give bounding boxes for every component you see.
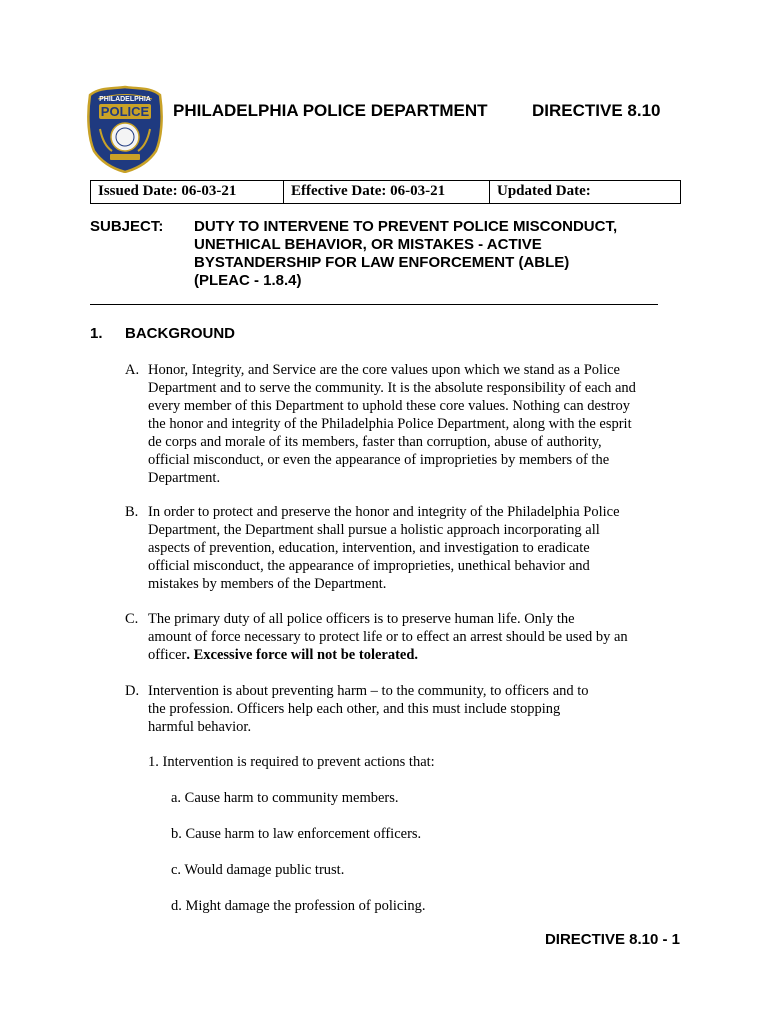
subject-line: BYSTANDERSHIP FOR LAW ENFORCEMENT (ABLE) bbox=[194, 254, 570, 271]
updated-date: Updated Date: bbox=[497, 183, 591, 199]
effective-date: Effective Date: 06-03-21 bbox=[284, 181, 490, 203]
list-item: 1. Intervention is required to prevent actions that: bbox=[148, 754, 435, 770]
paragraph-line: mistakes by members of the Department. bbox=[148, 576, 387, 592]
paragraph-line: harmful behavior. bbox=[148, 719, 252, 735]
paragraph-line: In order to protect and preserve the honor and integrity of the Philadelphia Police bbox=[148, 504, 620, 520]
paragraph-line: The primary duty of all police officers is to preserve human life. Only the bbox=[148, 611, 575, 627]
paragraph-line: Intervention is about preventing harm – to the community, to officers and to bbox=[148, 683, 589, 699]
section-title: BACKGROUND bbox=[125, 325, 235, 342]
svg-text:PHILADELPHIA: PHILADELPHIA bbox=[99, 96, 151, 103]
paragraph-line: official misconduct, the appearance of improprieties, unethical behavior and bbox=[148, 558, 590, 574]
paragraph-line: every member of this Department to uphold these core values. Nothing can destroy bbox=[148, 398, 630, 414]
paragraph-line: aspects of prevention, education, intervention, and investigation to eradicate bbox=[148, 540, 590, 556]
paragraph-line: Department. bbox=[148, 470, 221, 486]
paragraph-line: official misconduct, or even the appearance of improprieties by members of the bbox=[148, 452, 610, 468]
badge-seal bbox=[111, 123, 139, 151]
subject-text bbox=[194, 218, 664, 290]
svg-text:POLICE: POLICE bbox=[100, 104, 150, 119]
list-item: d. Might damage the profession of policing. bbox=[171, 898, 426, 914]
paragraph-label: B. bbox=[125, 504, 139, 520]
subject-line: (PLEAC - 1.8.4) bbox=[194, 272, 302, 289]
paragraph-line: the honor and integrity of the Philadelphia Police Department, along with the esprit bbox=[148, 416, 632, 432]
list-item: c. Would damage public trust. bbox=[171, 862, 345, 878]
paragraph-b bbox=[125, 503, 620, 593]
paragraph-line bbox=[148, 646, 628, 664]
police-badge-logo bbox=[86, 85, 164, 173]
paragraph-label: C. bbox=[125, 611, 139, 627]
paragraph-line: the profession. Officers help each other, and this must include stopping bbox=[148, 701, 561, 717]
paragraph-label: D. bbox=[125, 683, 140, 699]
issued-date: Issued Date: 06-03-21 bbox=[91, 181, 284, 203]
page-footer: DIRECTIVE 8.10 - 1 bbox=[544, 931, 680, 948]
divider-rule bbox=[90, 304, 658, 305]
department-title: PHILADELPHIA POLICE DEPARTMENT bbox=[173, 101, 488, 120]
dates-table bbox=[90, 180, 681, 204]
paragraph-d bbox=[125, 682, 589, 736]
subject-line: DUTY TO INTERVENE TO PREVENT POLICE MISCONDUCT, bbox=[194, 218, 618, 235]
paragraph-line: de corps and morale of its members, faster than corruption, abuse of authority, bbox=[148, 434, 602, 450]
paragraph-line: Department and to serve the community. It is the absolute responsibility of each and bbox=[148, 380, 636, 396]
section-number: 1. bbox=[90, 325, 103, 342]
paragraph-line: Department, the Department shall pursue a holistic approach incorporating all bbox=[148, 522, 600, 538]
excessive-force-statement: . Excessive force will not be tolerated. bbox=[186, 647, 419, 663]
paragraph-line: amount of force necessary to protect life or to effect an arrest should be used by an bbox=[148, 629, 628, 645]
paragraph-c bbox=[125, 610, 628, 664]
paragraph-a bbox=[125, 361, 636, 487]
subject-line: UNETHICAL BEHAVIOR, OR MISTAKES - ACTIVE bbox=[194, 236, 542, 253]
subject-label: SUBJECT: bbox=[90, 218, 164, 235]
directive-number: DIRECTIVE 8.10 bbox=[532, 101, 661, 120]
paragraph-line: Honor, Integrity, and Service are the core values upon which we stand as a Police bbox=[148, 362, 620, 378]
paragraph-text: officer bbox=[148, 647, 187, 663]
list-item: a. Cause harm to community members. bbox=[171, 790, 399, 806]
paragraph-label: A. bbox=[125, 362, 140, 378]
list-item: b. Cause harm to law enforcement officers. bbox=[171, 826, 422, 842]
